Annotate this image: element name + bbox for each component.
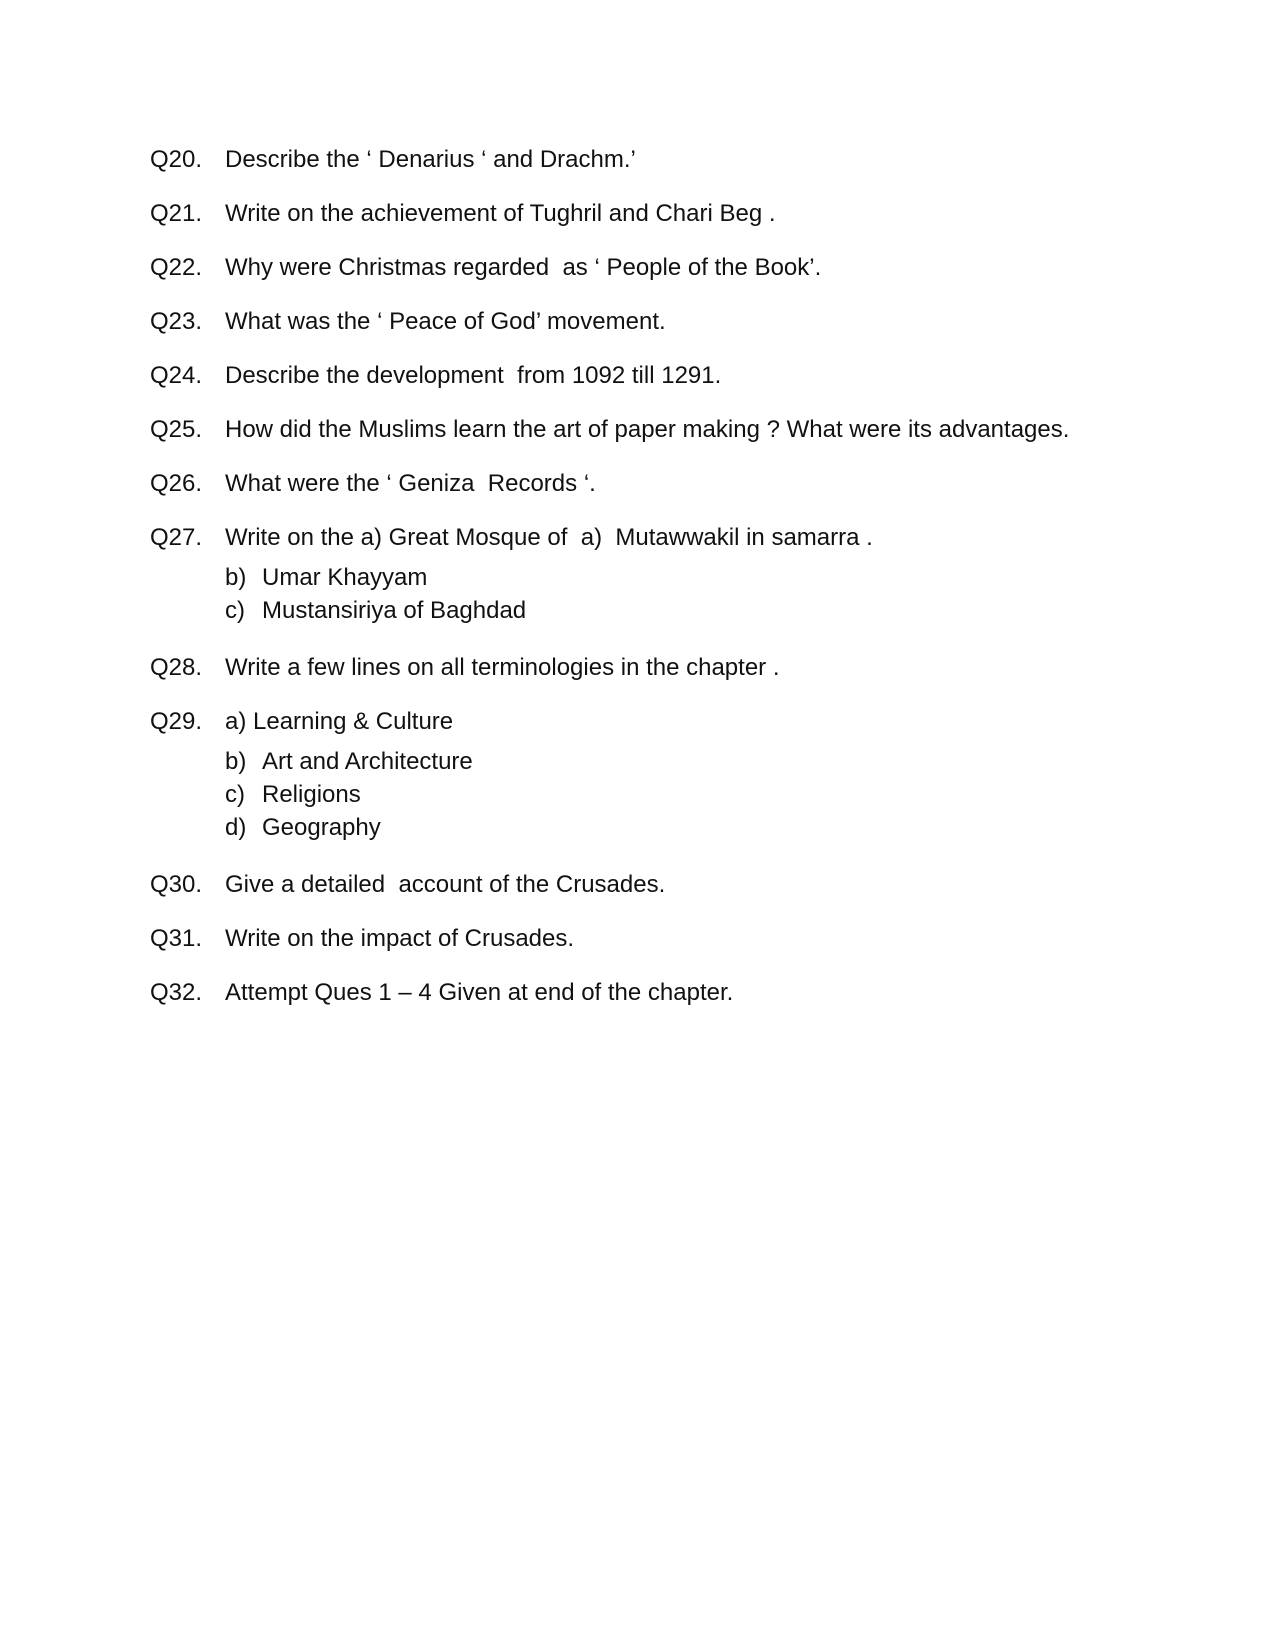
- sub-question-letter: b): [225, 748, 247, 775]
- question-text: Why were Christmas regarded as ‘ People of the Book’.: [225, 254, 822, 281]
- sub-question-list: [225, 563, 1200, 629]
- sub-question-item: [225, 813, 1200, 846]
- sub-question-item: [225, 747, 1200, 780]
- question-text: Describe the ‘ Denarius ‘ and Drachm.’: [225, 146, 636, 173]
- question-number: Q27.: [150, 524, 203, 551]
- question-number: Q23.: [150, 308, 203, 335]
- question-number: Q28.: [150, 654, 203, 681]
- question-number: Q30.: [150, 871, 203, 898]
- question-text: Write on the achievement of Tughril and Chari Beg .: [225, 200, 776, 227]
- sub-question-letter: b): [225, 564, 247, 591]
- sub-question-list: [225, 747, 1200, 846]
- question-item: [150, 707, 1200, 737]
- question-item: [150, 924, 1200, 954]
- question-item: [150, 469, 1200, 499]
- question-number: Q21.: [150, 200, 203, 227]
- sub-question-letter: d): [225, 814, 247, 841]
- sub-question-text: Mustansiriya of Baghdad: [262, 597, 527, 624]
- question-item: [150, 307, 1200, 337]
- question-text: Attempt Ques 1 – 4 Given at end of the chapter.: [225, 979, 734, 1006]
- question-item: [150, 415, 1200, 445]
- sub-question-text: Art and Architecture: [262, 748, 473, 775]
- question-item: [150, 653, 1200, 683]
- sub-question-item: [225, 563, 1200, 596]
- question-text: Describe the development from 1092 till 1291.: [225, 362, 722, 389]
- sub-question-item: [225, 780, 1200, 813]
- question-number: Q32.: [150, 979, 203, 1006]
- question-text: Give a detailed account of the Crusades.: [225, 871, 666, 898]
- sub-question-letter: c): [225, 597, 245, 624]
- question-item: [150, 523, 1200, 553]
- question-number: Q31.: [150, 925, 203, 952]
- question-list: [150, 145, 1200, 1032]
- question-item: [150, 199, 1200, 229]
- question-text: a) Learning & Culture: [225, 708, 454, 735]
- question-item: [150, 978, 1200, 1008]
- question-text: What was the ‘ Peace of God’ movement.: [225, 308, 666, 335]
- sub-question-text: Umar Khayyam: [262, 564, 428, 591]
- question-number: Q22.: [150, 254, 203, 281]
- question-item: [150, 870, 1200, 900]
- question-item: [150, 253, 1200, 283]
- question-item: [150, 145, 1200, 175]
- question-number: Q20.: [150, 146, 203, 173]
- question-number: Q26.: [150, 470, 203, 497]
- question-text: Write on the a) Great Mosque of a) Mutawwakil in samarra .: [225, 524, 873, 551]
- sub-question-item: [225, 596, 1200, 629]
- sub-question-letter: c): [225, 781, 245, 808]
- question-text: Write on the impact of Crusades.: [225, 925, 575, 952]
- question-text: What were the ‘ Geniza Records ‘.: [225, 470, 596, 497]
- sub-question-text: Religions: [262, 781, 361, 808]
- question-number: Q24.: [150, 362, 203, 389]
- question-text: How did the Muslims learn the art of paper making ? What were its advantages.: [225, 416, 1070, 443]
- sub-question-text: Geography: [262, 814, 381, 841]
- question-item: [150, 361, 1200, 391]
- question-number: Q25.: [150, 416, 203, 443]
- question-number: Q29.: [150, 708, 203, 735]
- question-text: Write a few lines on all terminologies in the chapter .: [225, 654, 780, 681]
